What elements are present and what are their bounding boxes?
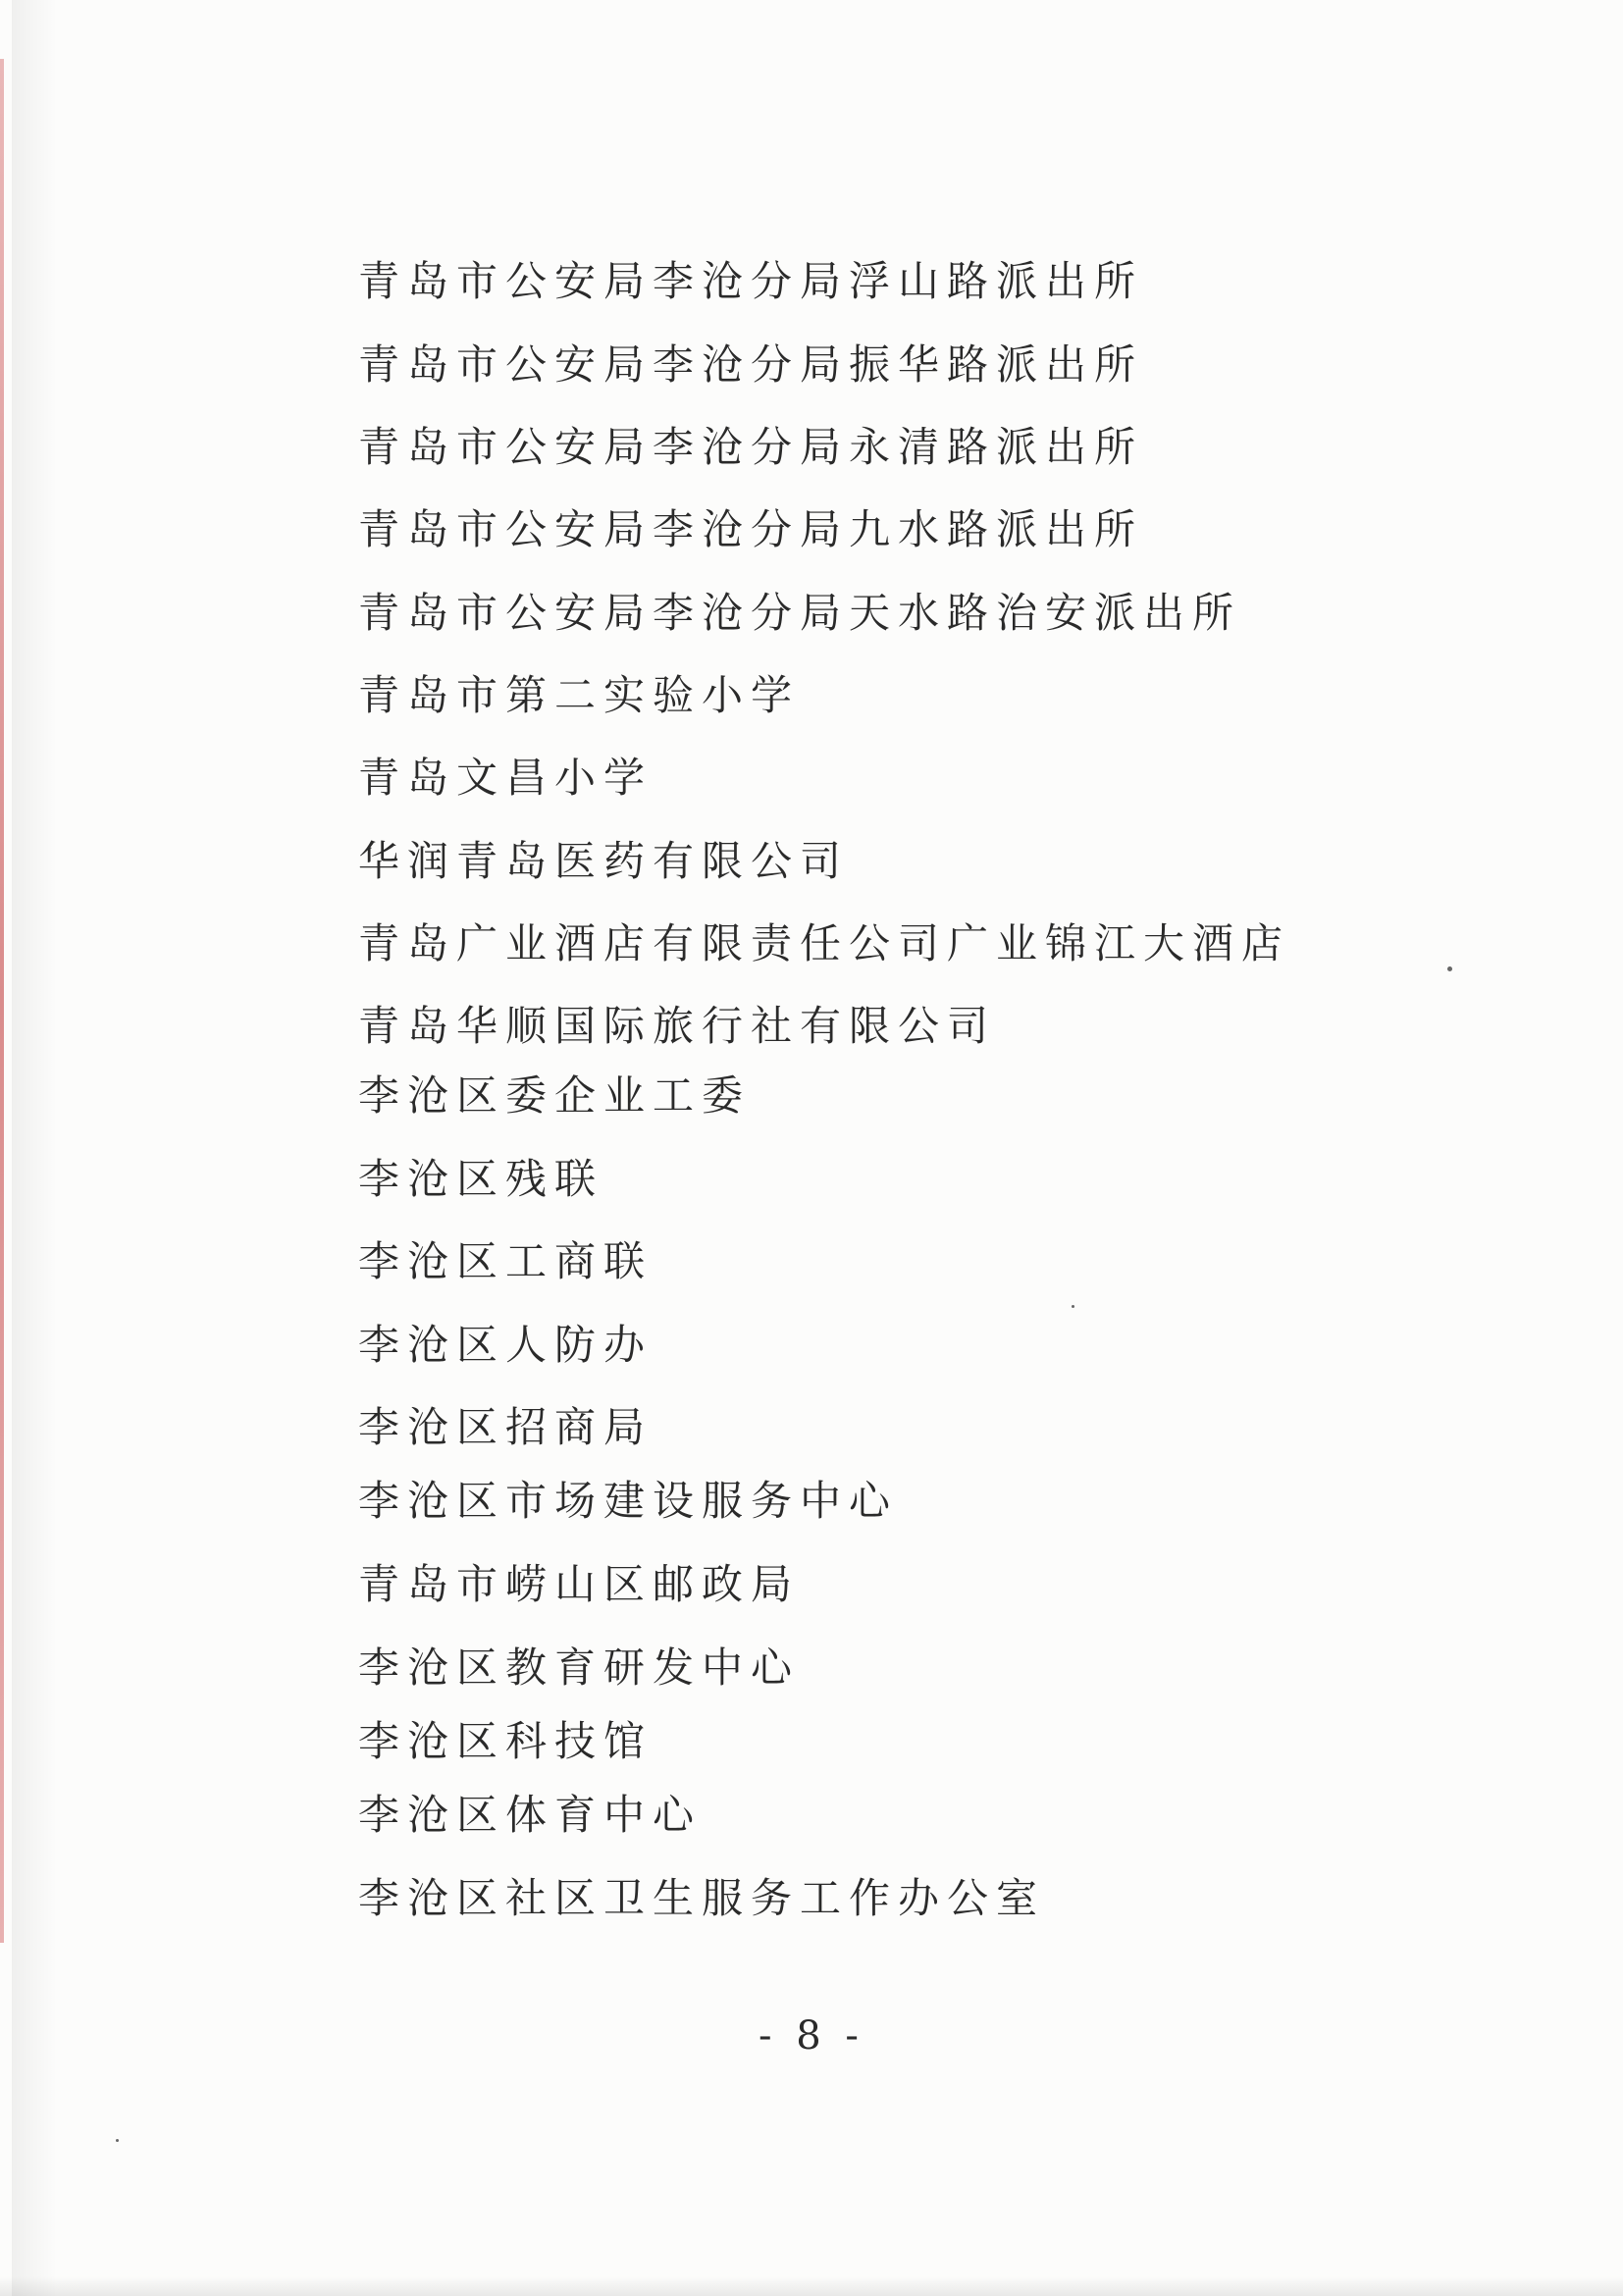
scan-speck — [116, 2139, 119, 2142]
list-item: 李沧区教育研发中心 — [358, 1644, 801, 1692]
list-item: 李沧区工商联 — [358, 1237, 654, 1285]
list-item: 青岛市公安局李沧分局浮山路派出所 — [358, 257, 1144, 305]
page-number: - 8 - — [759, 2013, 864, 2059]
list-item: 李沧区委企业工委 — [358, 1071, 752, 1120]
list-item: 李沧区社区卫生服务工作办公室 — [358, 1874, 1046, 1922]
list-item: 李沧区人防办 — [358, 1321, 654, 1369]
list-item: 青岛市崂山区邮政局 — [358, 1560, 801, 1608]
scan-bottom-shadow — [0, 2276, 1623, 2296]
list-item: 青岛市公安局李沧分局振华路派出所 — [358, 340, 1144, 389]
scan-edge-shadow — [12, 0, 57, 2296]
list-item: 华润青岛医药有限公司 — [358, 837, 850, 885]
list-item: 李沧区残联 — [358, 1155, 604, 1203]
list-item: 青岛市第二实验小学 — [358, 671, 801, 719]
list-item: 李沧区体育中心 — [358, 1791, 703, 1839]
list-item: 青岛市公安局李沧分局九水路派出所 — [358, 505, 1144, 553]
scan-speck — [1072, 1305, 1074, 1308]
scan-edge-mark — [0, 59, 4, 1943]
list-item: 青岛广业酒店有限责任公司广业锦江大酒店 — [358, 919, 1291, 967]
list-item: 青岛文昌小学 — [358, 754, 654, 802]
list-item: 李沧区科技馆 — [358, 1717, 654, 1765]
list-item: 李沧区市场建设服务中心 — [358, 1477, 899, 1525]
list-item: 李沧区招商局 — [358, 1403, 654, 1451]
list-item: 青岛市公安局李沧分局永清路派出所 — [358, 423, 1144, 471]
list-item: 青岛华顺国际旅行社有限公司 — [358, 1002, 997, 1050]
list-item: 青岛市公安局李沧分局天水路治安派出所 — [358, 589, 1242, 637]
scan-speck — [1447, 966, 1452, 971]
